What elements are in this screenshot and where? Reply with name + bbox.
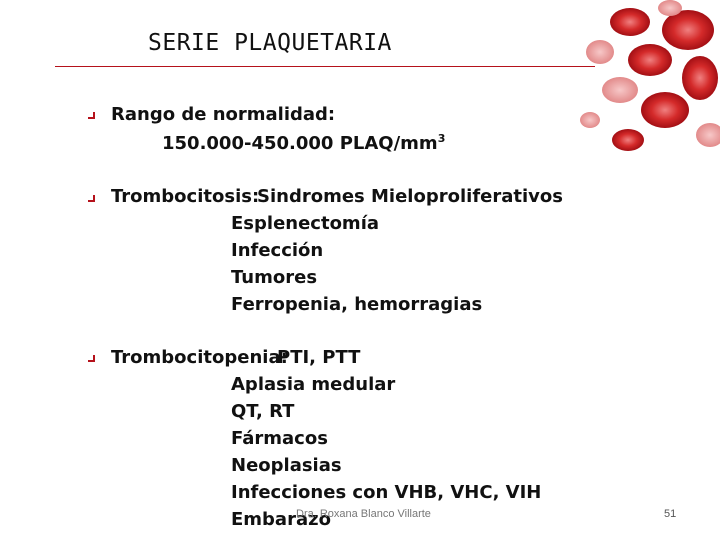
trombocitosis-item: Tumores <box>231 267 318 288</box>
bullet-marker <box>88 355 95 362</box>
trombocitopenia-item: Embarazo <box>231 509 331 530</box>
trombocitopenia-item: Aplasia medular <box>231 374 396 395</box>
trombocitopenia-item: Neoplasias <box>231 455 342 476</box>
normal-range-value-text: 150.000-450.000 PLAQ/mm <box>162 133 438 154</box>
footer-author: Dra. Roxana Blanco Villarte <box>296 508 431 520</box>
trombocitopenia-item: QT, RT <box>231 401 295 422</box>
trombocitosis-item: Sindromes Mieloproliferativos <box>257 186 563 207</box>
trombocitopenia-heading: Trombocitopenia: <box>111 347 288 368</box>
trombocitopenia-item: Infecciones con VHB, VHC, VIH <box>231 482 542 503</box>
trombocitosis-item: Infección <box>231 240 324 261</box>
trombocitopenia-item: PTI, PTT <box>277 347 361 368</box>
normal-range-value <box>162 132 445 154</box>
normal-range-superscript: 3 <box>437 132 446 145</box>
page-number: 51 <box>664 508 677 520</box>
blood-cells-image <box>570 0 720 160</box>
bullet-marker <box>88 112 95 119</box>
trombocitosis-heading: Trombocitosis: <box>111 186 260 207</box>
trombocitopenia-item: Fármacos <box>231 428 328 449</box>
title-rule <box>55 66 595 67</box>
bullet-marker <box>88 195 95 202</box>
normal-range-heading: Rango de normalidad: <box>111 104 336 125</box>
trombocitosis-item: Ferropenia, hemorragias <box>231 294 483 315</box>
slide-title: SERIE PLAQUETARIA <box>148 30 392 56</box>
trombocitosis-item: Esplenectomía <box>231 213 380 234</box>
